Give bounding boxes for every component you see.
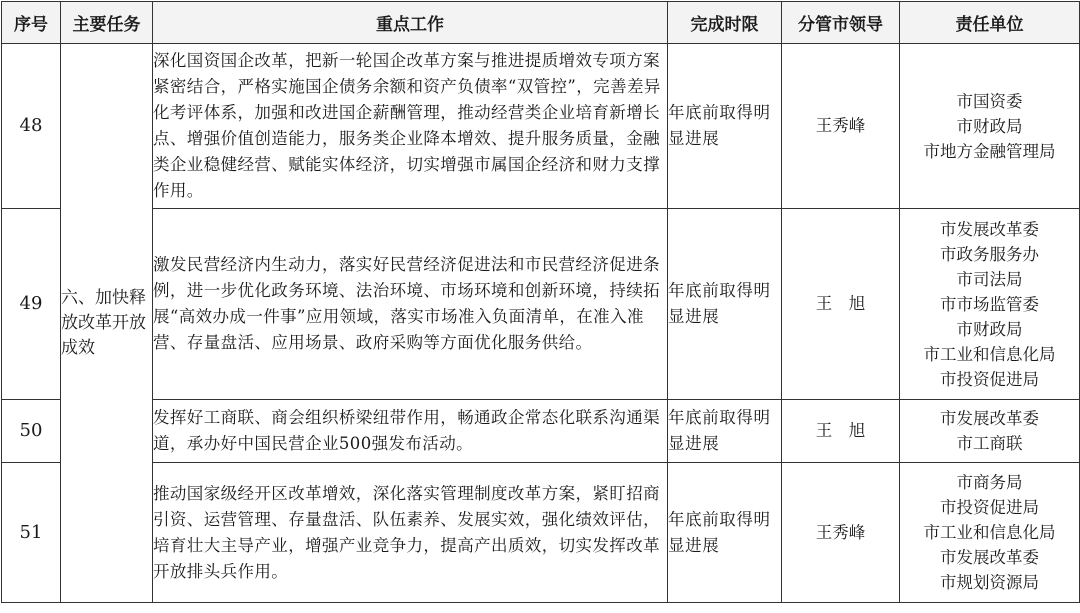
unit-name: 市工业和信息化局 xyxy=(923,523,1056,542)
row-leader: 王 旭 xyxy=(782,400,900,463)
header-key-work: 重点工作 xyxy=(153,2,668,44)
unit-name: 市财政局 xyxy=(956,319,1023,339)
key-work-table xyxy=(1,1,1080,603)
header-responsible-unit: 责任单位 xyxy=(900,2,1080,44)
row-leader: 王秀峰 xyxy=(782,44,900,209)
unit-name: 市规划资源局 xyxy=(940,573,1039,592)
row-key-work: 发挥好工商联、商会组织桥梁纽带作用，畅通政企常态化联系沟通渠道，承办好中国民营企业500强发布活动。 xyxy=(153,400,668,463)
row-leader: 王秀峰 xyxy=(782,463,900,603)
unit-name: 市财政局 xyxy=(956,116,1023,136)
row-seq: 51 xyxy=(2,463,61,603)
unit-name: 市发展改革委 xyxy=(940,409,1039,428)
unit-name: 市投资促进局 xyxy=(940,369,1039,389)
main-task-cell: 六、加快释放改革开放成效 xyxy=(61,44,153,603)
header-deadline: 完成时限 xyxy=(668,2,782,44)
row-deadline: 年底前取得明显进展 xyxy=(668,463,782,603)
header-main-task: 主要任务 xyxy=(61,2,153,44)
row-responsible-units xyxy=(900,44,1080,209)
row-seq: 49 xyxy=(2,209,61,400)
table-row xyxy=(2,44,1080,209)
row-leader: 王 旭 xyxy=(782,209,900,400)
unit-name: 市政务服务办 xyxy=(940,244,1039,264)
row-responsible-units xyxy=(900,463,1080,603)
row-seq: 50 xyxy=(2,400,61,463)
row-key-work: 激发民营经济内生动力，落实好民营经济促进法和市民营经济促进条例，进一步优化政务环境、法治环境、市场环境和创新环境，持续拓展“高效办成一件事”应用领域，落实市场准入负面清单，在准入准营、存量盘活、应用场景、政府采购等方面优化服务供给。 xyxy=(153,209,668,400)
table-row xyxy=(2,463,1080,603)
unit-name: 市司法局 xyxy=(956,269,1023,289)
header-seq: 序号 xyxy=(2,2,61,44)
unit-name: 市发展改革委 xyxy=(940,219,1039,239)
unit-name: 市发展改革委 xyxy=(940,548,1039,567)
unit-name: 市市场监管委 xyxy=(940,294,1039,314)
unit-name: 市工商联 xyxy=(956,434,1023,453)
row-key-work: 推动国家级经开区改革增效，深化落实管理制度改革方案，紧盯招商引资、运营管理、存量盘活、队伍素养、发展实效，强化绩效评估，培育壮大主导产业，增强产业竞争力，提高产出质效，切实发挥改革开放排头兵作用。 xyxy=(153,463,668,603)
row-responsible-units xyxy=(900,209,1080,400)
table-row xyxy=(2,209,1080,400)
unit-name: 市工业和信息化局 xyxy=(923,344,1056,364)
unit-name: 市地方金融管理局 xyxy=(923,141,1056,161)
unit-name: 市商务局 xyxy=(956,473,1023,492)
table-row xyxy=(2,400,1080,463)
header-leader: 分管市领导 xyxy=(782,2,900,44)
row-deadline: 年底前取得明显进展 xyxy=(668,44,782,209)
row-deadline: 年底前取得明显进展 xyxy=(668,209,782,400)
row-seq: 48 xyxy=(2,44,61,209)
header-row xyxy=(2,2,1080,44)
unit-name: 市投资促进局 xyxy=(940,498,1039,517)
unit-name: 市国资委 xyxy=(956,91,1023,111)
row-responsible-units xyxy=(900,400,1080,463)
row-key-work: 深化国资国企改革，把新一轮国企改革方案与推进提质增效专项方案紧密结合，严格实施国企债务余额和资产负债率“双管控”，完善差异化考评体系，加强和改进国企薪酬管理，推动经营类企业培育新增长点、增强价值创造能力，服务类企业降本增效、提升服务质量，金融类企业稳健经营、赋能实体经济，切实增强市属国企经济和财力支撑作用。 xyxy=(153,44,668,209)
row-deadline: 年底前取得明显进展 xyxy=(668,400,782,463)
